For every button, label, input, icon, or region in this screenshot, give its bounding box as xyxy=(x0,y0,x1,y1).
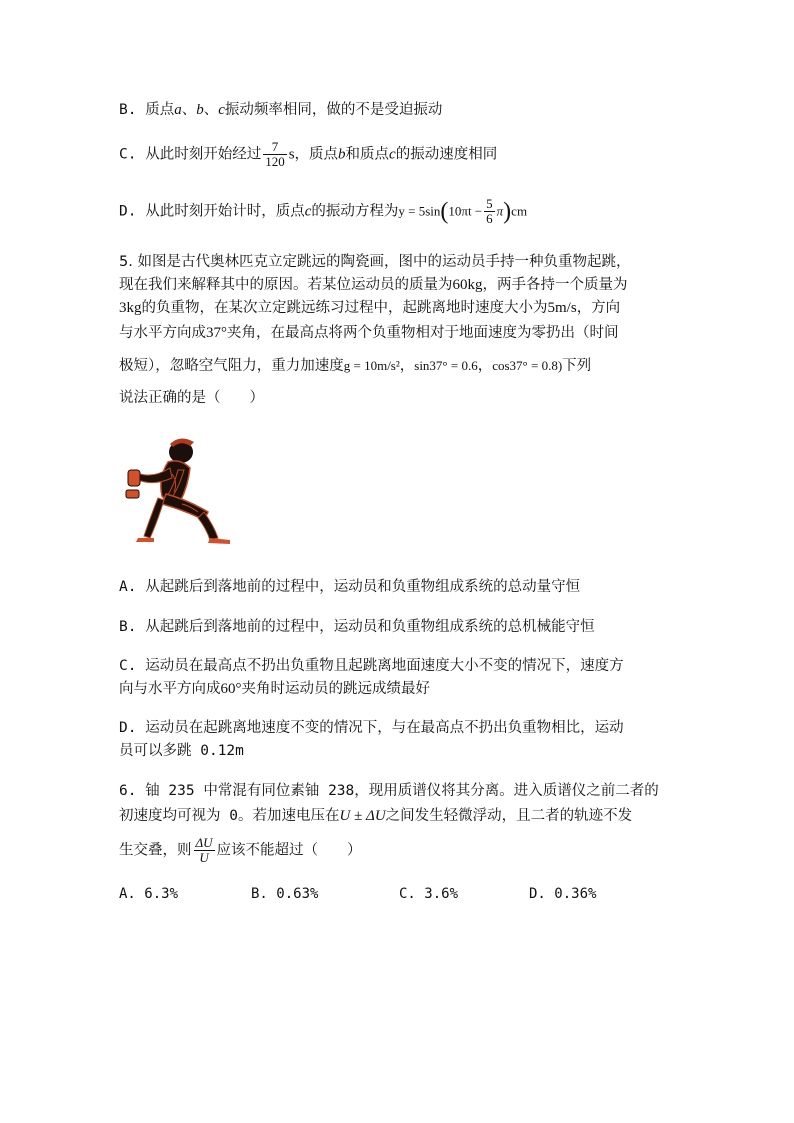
q5-text-6: 说法正确的是（ ） xyxy=(119,390,264,406)
q4-b-var-b: b xyxy=(196,102,204,118)
q6-text-3b: 应该不能超过（ ） xyxy=(216,842,362,859)
q5-mass-athlete: 60kg xyxy=(452,277,483,293)
q5-line-1 xyxy=(119,252,630,272)
q4-d-eq-left: y = 5sin xyxy=(398,203,441,219)
q4-b-sep2: 、 xyxy=(203,102,219,118)
q5-option-c-line1 xyxy=(119,656,624,676)
q4-c-frac-den: 120 xyxy=(265,154,285,169)
q5-line-2 xyxy=(119,275,628,295)
q5-text-3b: ，方向 xyxy=(576,300,621,316)
q4-b-label: B. 质点 xyxy=(119,102,175,118)
q5-text-4a: 与水平方向成 xyxy=(119,325,206,341)
q4-d-frac-den: 6 xyxy=(486,211,493,226)
q5-gravity: g = 10m/s² xyxy=(343,358,400,373)
q4-d-label: D. 从此时刻开始计时，质点 xyxy=(119,203,305,220)
q5-text-5a: 极短），忽略空气阻力，重力加速度 xyxy=(119,358,344,374)
q6-option-a: A. 6.3% xyxy=(119,886,179,902)
q4-c-var-c: c xyxy=(389,146,396,163)
q5-text-5b: 下列 xyxy=(562,358,592,374)
q4-d-fraction xyxy=(484,197,495,226)
q4-d-frac-num: 5 xyxy=(486,196,493,211)
q6-line-3 xyxy=(119,836,362,865)
q5-option-b xyxy=(119,617,595,637)
q4-option-d: D. 从此时刻开始计时，质点c的振动方程为y = 5sin(10πt − $\frac{5}{6}$ π)cm xyxy=(119,196,528,226)
q5-text-3a: 的负重物，在某次立定跳远练习过程中，起跳离地时速度大小为 xyxy=(141,300,548,316)
q6-frac-num: ΔU xyxy=(195,835,213,850)
q5-text-1: 5. 如图是古代奥林匹克立定跳远的陶瓷画，图中的运动员手持一种负重物起跳， xyxy=(119,254,631,270)
q4-b-var-a: a xyxy=(174,102,182,118)
q5-mass-weight: 3kg xyxy=(119,300,142,316)
q6-option-d: D. 0.36% xyxy=(529,886,597,902)
q5-d-text-1: D. 运动员在起跳离地速度不变的情况下，与在最高点不扔出负重物相比，运动 xyxy=(119,720,624,736)
q4-option-b xyxy=(119,100,442,120)
q5-text-2a: 现在我们来解释其中的原因。若某位运动员的质量为 xyxy=(119,277,453,293)
q4-d-pi: π xyxy=(496,203,504,219)
q4-c-rest: 的振动速度相同 xyxy=(395,146,498,163)
q4-c-and: 和质点 xyxy=(345,146,390,163)
q4-d-unit: cm xyxy=(511,203,528,219)
q4-b-var-c: c xyxy=(218,102,225,118)
q6-line-2 xyxy=(119,806,632,826)
q5-option-c-line2 xyxy=(119,679,430,699)
q5-b-text: B. 从起跳后到落地前的过程中，运动员和负重物组成系统的总机械能守恒 xyxy=(119,619,595,635)
q4-b-sep1: 、 xyxy=(181,102,197,118)
q5-line-6 xyxy=(119,388,264,408)
q5-c-text-1: C. 运动员在最高点不扔出负重物且起跳离地面速度大小不变的情况下，速度方 xyxy=(119,658,624,674)
q6-fraction xyxy=(194,836,215,865)
q5-line-3 xyxy=(119,298,620,318)
q4-c-var-b: b xyxy=(338,146,346,163)
jumper-figure-image xyxy=(118,434,238,550)
q4-option-c xyxy=(119,140,497,169)
q6-option-b: B. 0.63% xyxy=(251,886,319,902)
q5-text-4b: 夹角，在最高点将两个负重物相对于地面速度为零扔出（时间 xyxy=(227,325,619,341)
q6-option-c: C. 3.6% xyxy=(399,886,459,902)
q5-d-text-2: 员可以多跳 0.12m xyxy=(119,743,244,759)
q5-angle: 37° xyxy=(206,325,227,341)
q5-a-text: A. 从起跳后到落地前的过程中，运动员和负重物组成系统的总动量守恒 xyxy=(119,579,581,595)
q4-c-unit: s xyxy=(288,146,295,163)
q5-option-d-line2 xyxy=(119,741,244,761)
q5-option-d-line1 xyxy=(119,718,624,738)
q5-text-2b: ，两手各持一个质量为 xyxy=(482,277,628,293)
q6-line-1 xyxy=(119,781,659,801)
q6-text-2a: 初速度均可视为 0。若加速电压在 xyxy=(119,808,340,824)
q5-option-a xyxy=(119,577,580,597)
q6-text-2b: 之间发生轻微浮动，且二者的轨迹不发 xyxy=(385,808,633,824)
q5-c-text-2a: 向与水平方向成 xyxy=(119,681,221,697)
q5-cos: cos37° = 0.8) xyxy=(492,358,563,373)
q4-c-fraction xyxy=(263,140,287,169)
q4-d-var-c: c xyxy=(304,203,312,220)
q6-text-3a: 生交叠，则 xyxy=(119,842,192,859)
q5-velocity: 5m/s xyxy=(547,300,577,316)
q4-c-mid: ，质点 xyxy=(294,146,339,163)
q4-b-rest: 振动频率相同，做的不是受迫振动 xyxy=(224,102,443,118)
q5-line-5 xyxy=(119,356,591,376)
q6-frac-den: U xyxy=(199,850,209,865)
q5-sin: sin37° = 0.6 xyxy=(414,358,478,373)
q5-line-4 xyxy=(119,323,619,343)
q6-voltage-range: U ± ΔU xyxy=(339,808,386,824)
q6-text-1: 6. 铀 235 中常混有同位素铀 238，现用质谱仪将其分离。进入质谱仪之前二者的 xyxy=(119,783,659,799)
q4-c-label: C. 从此时刻开始经过 xyxy=(119,146,262,163)
q5-c-angle: 60° xyxy=(220,681,242,697)
q5-c-text-2b: 夹角时运动员的跳远成绩最好 xyxy=(241,681,430,697)
q4-d-rest: 的振动方程为 xyxy=(311,203,399,220)
q4-d-eq-inner: 10πt − xyxy=(448,203,483,219)
q5-sep2: ， xyxy=(477,358,493,374)
q4-c-frac-num: 7 xyxy=(263,140,287,155)
jumper-silhouette xyxy=(126,438,230,544)
q5-sep: ， xyxy=(399,358,415,374)
